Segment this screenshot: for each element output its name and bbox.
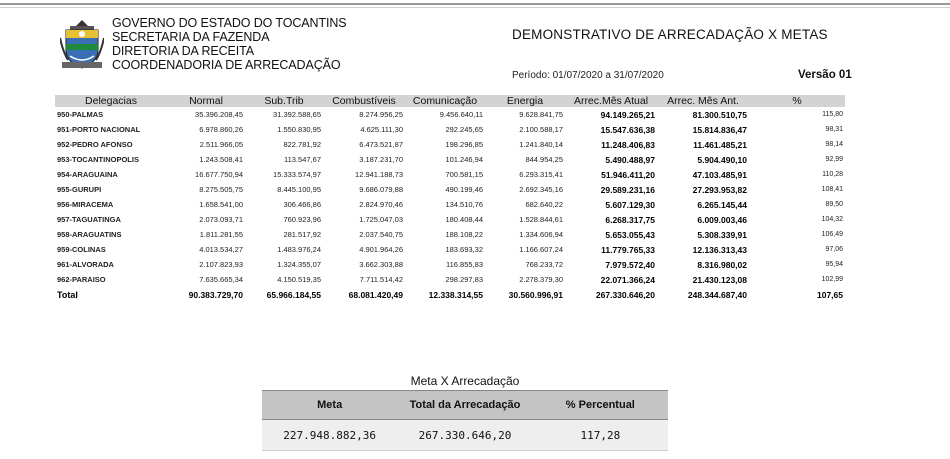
cell-current-month: 11.248.406,83 <box>601 139 655 150</box>
cell-previous-month: 21.430.123,08 <box>692 274 747 285</box>
cell-sub-trib: 1.483.976,24 <box>277 245 321 254</box>
cell-delegacy: 957-TAGUATINGA <box>57 215 121 224</box>
cell-fuels: 4.901.964,26 <box>359 245 403 254</box>
table-header-row <box>55 95 845 107</box>
cell-current-month: 29.589.231,16 <box>600 184 655 195</box>
meta-table <box>262 390 668 451</box>
cell-sub-trib: 1.550.830,95 <box>277 125 321 134</box>
table-row <box>55 137 845 152</box>
cell-percent: 97,06 <box>825 246 843 253</box>
cell-energy: 1.241.840,14 <box>519 140 563 149</box>
cell-fuels: 9.686.079,88 <box>359 185 403 194</box>
cell-communication: 101.246,94 <box>445 155 483 164</box>
cell-percent: 89,50 <box>825 201 843 208</box>
table-row <box>55 167 845 182</box>
cell-percent: 106,49 <box>821 231 843 238</box>
cell-normal: 2.107.823,93 <box>199 260 243 269</box>
cell-sub-trib: 822.781,92 <box>283 140 321 149</box>
top-rule <box>0 3 950 5</box>
cell-current-month: 22.071.366,24 <box>600 274 655 285</box>
cell-normal: 2.073.093,71 <box>199 215 243 224</box>
column-header-sub-trib: Sub.Trib <box>245 95 323 107</box>
cell-fuels: 4.625.111,30 <box>360 125 403 134</box>
meta-value-row <box>262 420 668 451</box>
cell-energy: 2.692.345,16 <box>519 185 563 194</box>
cell-communication: 198.296,85 <box>445 140 483 149</box>
cell-delegacy: 961-ALVORADA <box>57 260 114 269</box>
cell-fuels: 3.187.231,70 <box>359 155 403 164</box>
table-row <box>55 227 845 242</box>
column-header-fuels: Combustíveis <box>323 95 405 107</box>
cell-previous-month: 5.904.490,10 <box>697 154 747 165</box>
cell-current-month: 7.979.572,40 <box>605 259 655 270</box>
cell-communication: 134.510,76 <box>445 200 483 209</box>
cell-communication: 116.855,83 <box>446 260 483 269</box>
table-row <box>55 257 845 272</box>
cell-previous-month: 6.265.145,44 <box>697 199 747 210</box>
cell-delegacy: 952-PEDRO AFONSO <box>57 140 133 149</box>
cell-sub-trib: 281.517,92 <box>283 230 321 239</box>
table-row <box>55 107 845 122</box>
cell-energy: 2.100.588,17 <box>519 125 563 134</box>
cell-current-month: 267.330.646,20 <box>595 289 655 300</box>
cell-fuels: 68.081.420,49 <box>348 289 403 300</box>
meta-col-percent: % Percentual <box>533 391 668 420</box>
cell-normal: 1.658.541,00 <box>199 200 243 209</box>
report-title: DEMONSTRATIVO DE ARRECADAÇÃO X METAS <box>512 27 828 42</box>
column-header-energy: Energia <box>485 95 565 107</box>
cell-fuels: 6.473.521,87 <box>359 140 403 149</box>
table-body <box>55 107 845 302</box>
cell-energy: 682.640,22 <box>525 200 563 209</box>
cell-delegacy: 962-PARAISO <box>57 275 106 284</box>
cell-current-month: 6.268.317,75 <box>605 214 655 225</box>
cell-current-month: 51.946.411,20 <box>601 169 655 180</box>
cell-sub-trib: 8.445.100,95 <box>277 185 321 194</box>
cell-fuels: 2.037.540,75 <box>359 230 403 239</box>
state-crest-icon <box>60 18 104 70</box>
cell-communication: 298.297,83 <box>445 275 483 284</box>
cell-fuels: 1.725.047,03 <box>359 215 403 224</box>
cell-fuels: 8.274.956,25 <box>359 110 403 119</box>
organization-block <box>112 16 347 72</box>
cell-energy: 6.293.315,41 <box>519 170 563 179</box>
cell-previous-month: 8.316.980,02 <box>697 259 747 270</box>
cell-percent: 108,41 <box>821 186 843 193</box>
table-row <box>55 152 845 167</box>
meta-percent-value: 117,28 <box>533 420 668 451</box>
table-total-row <box>55 287 845 302</box>
column-header-current-month: Arrec.Mês Atual <box>565 95 657 107</box>
cell-communication: 12.338.314,55 <box>428 289 483 300</box>
cell-normal: 4.013.534,27 <box>199 245 243 254</box>
cell-sub-trib: 4.150.519,35 <box>277 275 321 284</box>
cell-delegacy: 950-PALMAS <box>57 110 104 119</box>
cell-delegacy: 959-COLINAS <box>57 245 106 254</box>
org-line-secretariat: SECRETARIA DA FAZENDA <box>112 30 270 44</box>
org-line-coordination: COORDENADORIA DE ARRECADAÇÃO <box>112 58 341 72</box>
column-header-previous-month: Arrec. Mês Ant. <box>657 95 749 107</box>
cell-energy: 2.278.379,30 <box>519 275 563 284</box>
cell-fuels: 2.824.970,46 <box>359 200 403 209</box>
table-row <box>55 182 845 197</box>
column-header-communication: Comunicação <box>405 95 485 107</box>
cell-communication: 700.581,15 <box>445 170 483 179</box>
org-line-directorate: DIRETORIA DA RECEITA <box>112 44 255 58</box>
cell-sub-trib: 65.966.184,55 <box>266 289 321 300</box>
cell-current-month: 15.547.636,38 <box>600 124 655 135</box>
cell-current-month: 11.779.765,33 <box>601 244 655 255</box>
cell-current-month: 5.607.129,30 <box>605 199 655 210</box>
meta-goal-value: 227.948.882,36 <box>262 420 397 451</box>
cell-previous-month: 11.461.485,21 <box>693 139 747 150</box>
cell-delegacy: 955-GURUPI <box>57 185 102 194</box>
cell-normal: 35.396.208,45 <box>195 110 243 119</box>
report-period: Período: 01/07/2020 a 31/07/2020 <box>512 70 664 81</box>
cell-percent: 107,65 <box>817 289 843 300</box>
cell-communication: 183.693,32 <box>445 245 483 254</box>
table-row <box>55 242 845 257</box>
cell-delegacy: 954-ARAGUAINA <box>57 170 118 179</box>
cell-sub-trib: 31.392.588,65 <box>273 110 321 119</box>
cell-current-month: 5.653.055,43 <box>605 229 655 240</box>
cell-delegacy: 956-MIRACEMA <box>57 200 114 209</box>
table-row <box>55 122 845 137</box>
cell-energy: 9.628.841,75 <box>519 110 563 119</box>
cell-normal: 2.511.966,05 <box>199 140 243 149</box>
cell-previous-month: 81.300.510,75 <box>692 109 747 120</box>
cell-sub-trib: 113.547,67 <box>284 155 321 164</box>
table-row <box>55 272 845 287</box>
cell-energy: 1.528.844,61 <box>519 215 563 224</box>
cell-previous-month: 12.136.313,43 <box>692 244 747 255</box>
cell-percent: 102,99 <box>821 276 843 283</box>
cell-percent: 104,32 <box>821 216 843 223</box>
cell-delegacy: 958-ARAGUATINS <box>57 230 122 239</box>
collection-table <box>55 95 845 302</box>
cell-sub-trib: 15.333.574,97 <box>273 170 321 179</box>
meta-section-title: Meta X Arrecadação <box>410 374 520 388</box>
cell-normal: 7.635.665,34 <box>199 275 243 284</box>
cell-previous-month: 248.344.687,40 <box>687 289 747 300</box>
org-line-government: GOVERNO DO ESTADO DO TOCANTINS <box>112 16 347 30</box>
cell-normal: 16.677.750,94 <box>195 170 243 179</box>
cell-normal: 90.383.729,70 <box>188 289 243 300</box>
cell-communication: 490.199,46 <box>445 185 483 194</box>
cell-normal: 1.811.281,55 <box>199 230 243 239</box>
column-header-normal: Normal <box>167 95 245 107</box>
cell-normal: 6.978.860,26 <box>199 125 243 134</box>
cell-communication: 292.245,65 <box>445 125 483 134</box>
meta-header-row <box>262 391 668 420</box>
cell-energy: 1.166.607,24 <box>519 245 563 254</box>
cell-communication: 9.456.640,11 <box>439 110 483 119</box>
report-version: Versão 01 <box>798 69 852 81</box>
cell-energy: 844.954,25 <box>525 155 563 164</box>
cell-delegacy: 953-TOCANTINOPOLIS <box>57 155 139 164</box>
cell-percent: 92,99 <box>825 156 843 163</box>
cell-percent: 95,94 <box>825 261 843 268</box>
report-header <box>60 14 852 84</box>
cell-fuels: 3.662.303,88 <box>359 260 403 269</box>
cell-previous-month: 6.009.003,46 <box>697 214 747 225</box>
cell-sub-trib: 1.324.355,07 <box>277 260 321 269</box>
cell-communication: 188.108,22 <box>445 230 483 239</box>
top-rule-secondary <box>0 7 950 8</box>
cell-percent: 98,31 <box>825 126 843 133</box>
cell-communication: 180.408,44 <box>445 215 483 224</box>
cell-current-month: 5.490.488,97 <box>605 154 655 165</box>
table-row <box>55 197 845 212</box>
cell-energy: 1.334.606,94 <box>519 230 563 239</box>
meta-col-goal: Meta <box>262 391 397 420</box>
cell-fuels: 7.711.514,42 <box>359 275 403 284</box>
table-row <box>55 212 845 227</box>
cell-delegacy: Total <box>57 289 78 300</box>
meta-col-total: Total da Arrecadação <box>397 391 532 420</box>
column-header-delegacy: Delegacias <box>55 95 167 107</box>
cell-percent: 98,14 <box>825 141 843 148</box>
cell-sub-trib: 760.923,96 <box>283 215 321 224</box>
cell-delegacy: 951-PORTO NACIONAL <box>57 125 141 134</box>
cell-normal: 1.243.508,41 <box>199 155 243 164</box>
column-header-percent: % <box>749 95 845 107</box>
cell-energy: 30.560.996,91 <box>508 289 563 300</box>
cell-percent: 110,28 <box>822 171 843 178</box>
cell-normal: 8.275.505,75 <box>199 185 243 194</box>
cell-fuels: 12.941.188,73 <box>355 170 403 179</box>
cell-previous-month: 47.103.485,91 <box>692 169 747 180</box>
cell-sub-trib: 306.466,86 <box>283 200 321 209</box>
cell-previous-month: 15.814.836,47 <box>692 124 747 135</box>
cell-current-month: 94.149.265,21 <box>600 109 655 120</box>
cell-energy: 768.233,72 <box>525 260 563 269</box>
cell-previous-month: 5.308.339,91 <box>697 229 747 240</box>
meta-total-value: 267.330.646,20 <box>397 420 532 451</box>
cell-percent: 115,80 <box>822 111 843 118</box>
cell-previous-month: 27.293.953,82 <box>692 184 747 195</box>
